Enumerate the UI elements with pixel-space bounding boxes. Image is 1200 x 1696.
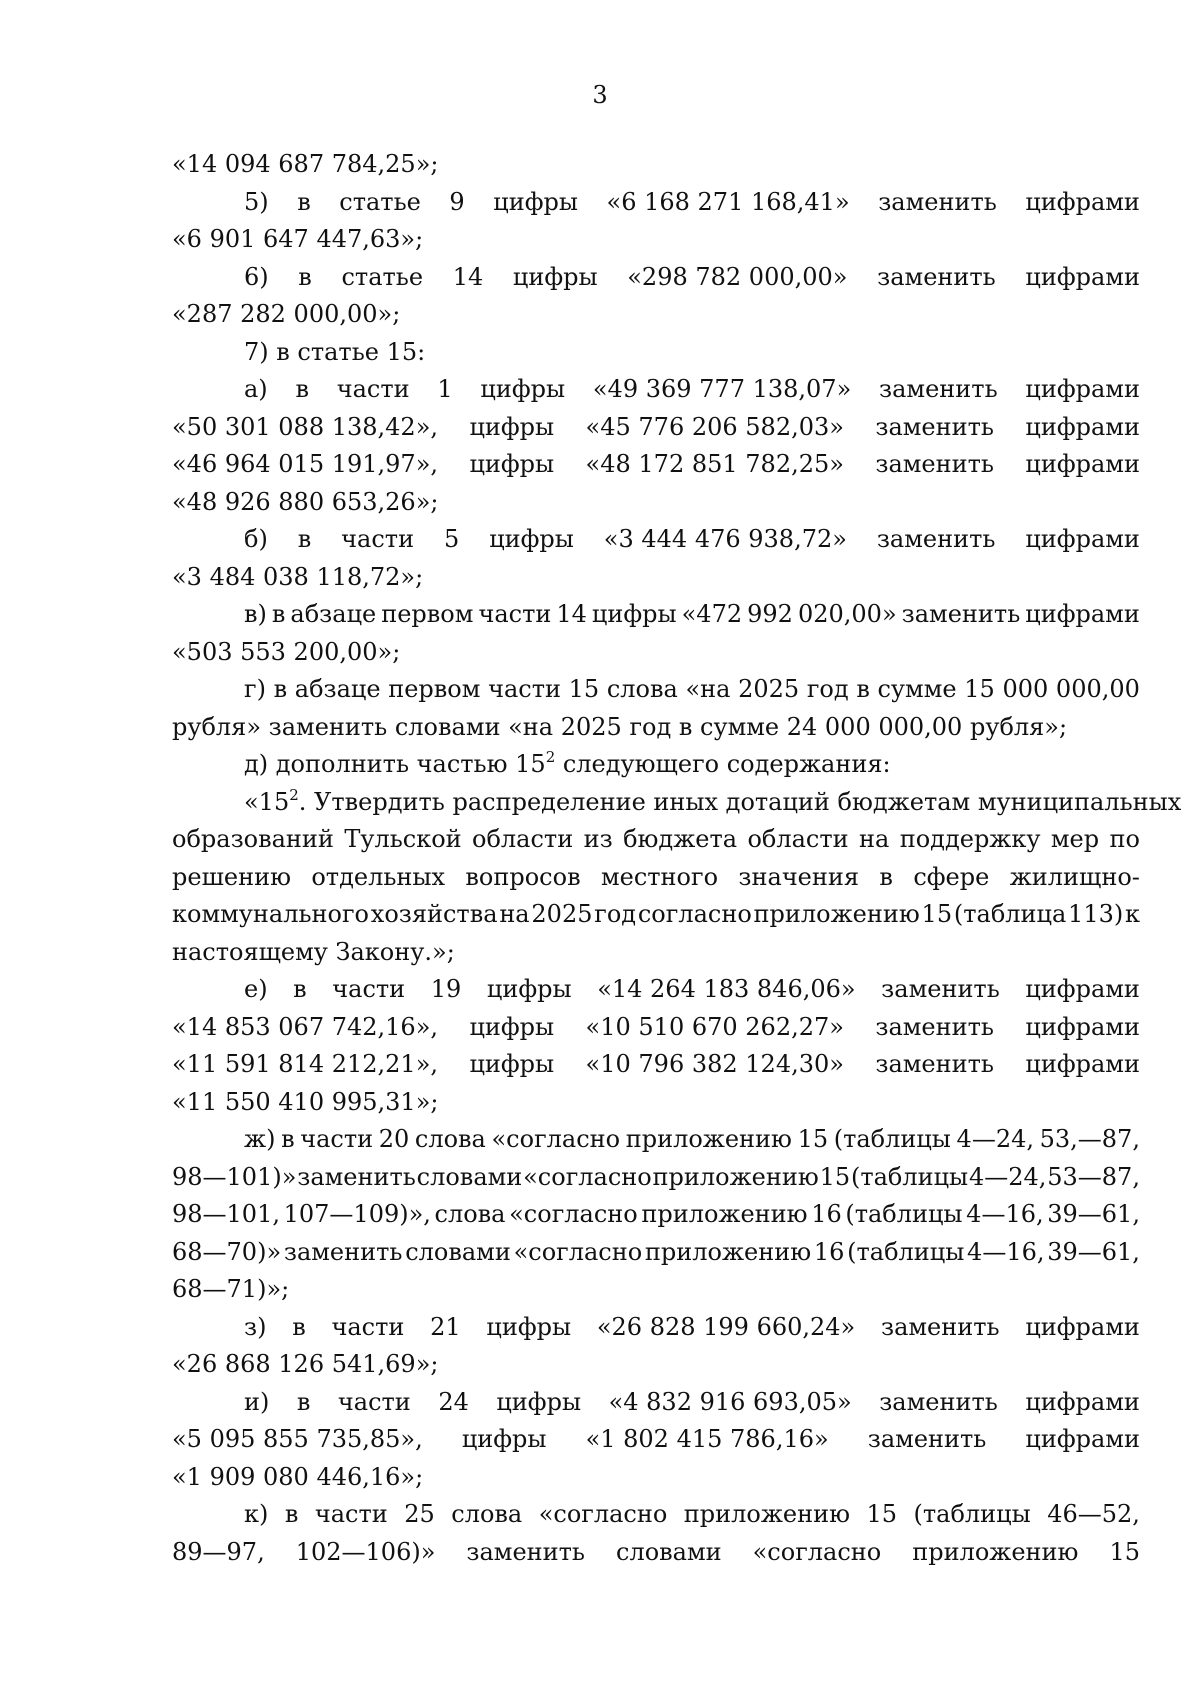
word: заменить [875, 412, 994, 441]
word: 102—106)» [295, 1537, 436, 1566]
page-number: 3 [592, 81, 608, 109]
text-line: «6 901 647 447,63»; [172, 225, 424, 253]
word: в [297, 525, 312, 553]
word: 24 [438, 1387, 469, 1416]
word: поддержку [899, 825, 1041, 853]
text-line: «3 484 038 118,72»; [172, 562, 424, 591]
word: словами [405, 1237, 511, 1266]
text-line [172, 1496, 1140, 1534]
word: е) [244, 975, 268, 1003]
word: 15 [797, 1125, 829, 1153]
word: 000,00 [1055, 675, 1140, 703]
word: «26 828 199 660,24» [596, 1312, 856, 1341]
word: приложению [625, 1125, 792, 1153]
word: слова [451, 1500, 523, 1528]
word: 5 [443, 525, 460, 553]
text-line: 7) в статье 15: [244, 337, 426, 366]
word: образований [172, 825, 334, 853]
text-line [172, 371, 1140, 409]
word: и) [244, 1387, 270, 1416]
word: 21 [430, 1312, 461, 1341]
word: Тульской [344, 825, 462, 853]
text-line [172, 1159, 1140, 1197]
word: 14 [556, 600, 587, 628]
word: цифрами [1025, 1425, 1140, 1453]
word: 98—101)» [172, 1162, 297, 1191]
word: «45 776 206 582,03» [585, 412, 844, 441]
word: цифры [469, 412, 555, 441]
text-line [172, 1421, 1140, 1459]
word: в [273, 675, 288, 703]
word: 020,00» [797, 600, 897, 628]
superscript: 2 [545, 748, 556, 766]
word: 25 [404, 1500, 435, 1528]
word: 6) [244, 262, 269, 291]
word: 113) [1068, 900, 1124, 928]
text-line [172, 1384, 1140, 1422]
word: «472 [681, 600, 743, 628]
word: «50 301 088 138,42», [172, 412, 439, 441]
word: 15 [1109, 1537, 1140, 1566]
text-line [172, 184, 1140, 222]
word: 16 [811, 1200, 842, 1228]
text-segment: . Утвердить распределение иных дотаций бюджетам муниципальных [298, 787, 1182, 816]
text-line: 68—71)»; [172, 1275, 290, 1303]
text-line [172, 259, 1140, 297]
word: части [300, 1125, 374, 1153]
word: 4—24, [968, 1162, 1047, 1191]
word: в [281, 1125, 295, 1153]
word: статье [341, 262, 424, 291]
word: хозяйства [370, 900, 498, 928]
word: статье [339, 187, 421, 216]
word: словами [616, 1537, 722, 1566]
word: заменить [878, 187, 997, 216]
word: приложению [753, 900, 920, 928]
word: заменить [881, 975, 1000, 1003]
word: цифрами [1025, 450, 1140, 478]
text-line [172, 859, 1140, 897]
text-line [172, 821, 1140, 859]
text-line [172, 1534, 1140, 1572]
document-body [172, 146, 1182, 1571]
word: отдельных [311, 862, 446, 891]
word: слова [434, 1200, 506, 1228]
word: «10 796 382 124,30» [585, 1050, 844, 1078]
text-line [172, 1121, 1140, 1159]
text-line: «14 094 687 784,25»; [172, 150, 439, 178]
text-line [172, 409, 1140, 447]
word: заменить [466, 1537, 585, 1566]
text-line [172, 1309, 1140, 1347]
text-line [172, 746, 1140, 784]
word: в [271, 600, 286, 628]
word: цифры [591, 600, 677, 628]
word: з) [244, 1312, 267, 1341]
word: заменить [297, 1162, 416, 1191]
text-line [172, 784, 1182, 822]
word: в [879, 862, 893, 891]
word: 20 [378, 1125, 410, 1153]
text-line: «287 282 000,00»; [172, 300, 401, 328]
word: цифрами [1025, 1012, 1140, 1041]
word: цифрами [1025, 1387, 1140, 1416]
word: цифрами [1025, 262, 1140, 291]
word: к [1125, 900, 1140, 928]
word: слова [606, 675, 678, 703]
word: 39—61, [1047, 1237, 1140, 1266]
word: «согласно [523, 1162, 652, 1191]
text-line [172, 521, 1140, 559]
word: «на [685, 675, 731, 703]
word: заменить [875, 450, 994, 478]
word: «согласно [752, 1537, 882, 1566]
word: в [298, 262, 312, 291]
word: «14 853 067 742,16», [172, 1012, 439, 1041]
text-line: настоящему Закону.»; [172, 937, 455, 966]
word: заменить [283, 1237, 403, 1266]
word: значения [738, 862, 860, 891]
word: «14 264 183 846,06» [597, 975, 856, 1003]
text-line [172, 971, 1140, 1009]
word: цифрами [1025, 375, 1140, 403]
text-line: «48 926 880 653,26»; [172, 487, 439, 516]
word: заменить [877, 262, 996, 291]
word: в [856, 675, 870, 703]
word: 107—109)», [283, 1200, 431, 1228]
text-line [172, 1009, 1140, 1047]
word: в [295, 375, 309, 403]
word: цифры [493, 187, 578, 216]
word: год [806, 675, 849, 703]
word: 15 [568, 675, 600, 703]
word: 98—101, [172, 1200, 280, 1228]
word: цифрами [1025, 1312, 1140, 1341]
word: жилищно- [1009, 862, 1140, 891]
word: цифрами [1025, 600, 1140, 628]
word: г) [244, 675, 266, 703]
word: сумме [877, 675, 957, 703]
text-line [172, 1196, 1140, 1234]
word: цифры [489, 525, 574, 553]
word: год [594, 900, 637, 928]
word: цифры [496, 1387, 582, 1416]
word: «5 095 855 735,85», [172, 1425, 423, 1453]
word: «1 802 415 786,16» [585, 1425, 829, 1453]
text-segment: д) дополнить частью 15 [244, 750, 546, 778]
word: абзаце [294, 675, 381, 703]
word: 9 [449, 187, 465, 216]
word: 15 [921, 900, 953, 928]
word: из [583, 825, 613, 853]
word: сфере [913, 862, 990, 891]
text-line [172, 596, 1140, 634]
word: цифры [469, 1050, 555, 1078]
word: в [297, 187, 311, 216]
word: (таблицы [845, 1200, 963, 1228]
word: в [292, 1312, 306, 1341]
word: 19 [430, 975, 462, 1003]
word: заменить [876, 525, 996, 553]
word: 39—61, [1047, 1200, 1140, 1228]
word: части [337, 1387, 411, 1416]
word: цифры [461, 1425, 547, 1453]
word: приложению [652, 1162, 819, 1191]
word: заменить [867, 1425, 987, 1453]
word: в [293, 975, 307, 1003]
word: цифрами [1025, 187, 1140, 216]
word: б) [244, 525, 268, 553]
text-line [172, 1046, 1140, 1084]
word: 1 [437, 375, 453, 403]
word: «298 782 000,00» [627, 262, 848, 291]
word: области [747, 825, 849, 853]
word: заменить [875, 1012, 994, 1041]
superscript: 2 [289, 785, 299, 804]
word: цифрами [1025, 1050, 1140, 1078]
word: приложению [641, 1200, 808, 1228]
text-line: «503 553 200,00»; [172, 637, 401, 666]
word: цифры [486, 1312, 572, 1341]
text-line: «11 550 410 995,31»; [172, 1087, 439, 1116]
word: 4—16, [967, 1237, 1045, 1266]
word: 68—70)» [172, 1237, 282, 1266]
text-line [172, 896, 1140, 934]
word: заменить [875, 1050, 994, 1078]
word: ж) [244, 1125, 276, 1153]
word: «10 510 670 262,27» [585, 1012, 844, 1041]
word: цифры [469, 1012, 555, 1041]
word: приложению [644, 1237, 812, 1266]
word: бюджета [623, 825, 738, 853]
word: 46—52, [1047, 1500, 1140, 1528]
word: (таблица [953, 900, 1067, 928]
word: цифрами [1025, 975, 1140, 1003]
text-segment: следующего содержания: [555, 750, 891, 778]
word: 992 [747, 600, 793, 628]
word: 53,—87, [1039, 1125, 1140, 1153]
word: приложению [683, 1500, 851, 1528]
word: «11 591 814 212,21», [172, 1050, 439, 1078]
word: в [296, 1387, 311, 1416]
word: «согласно [513, 1237, 643, 1266]
word: 16 [813, 1237, 845, 1266]
word: (таблицы [850, 1162, 969, 1191]
word: слова [414, 1125, 486, 1153]
word: части [331, 1312, 405, 1341]
word: 15 [964, 675, 995, 703]
word: 4—16, [966, 1200, 1044, 1228]
word: абзаце [290, 600, 377, 628]
word: цифрами [1025, 525, 1140, 553]
word: цифрами [1025, 412, 1140, 441]
word: вопросов [465, 862, 581, 891]
word: заменить [879, 1387, 998, 1416]
word: «4 832 916 693,05» [608, 1387, 852, 1416]
word: заменить [879, 375, 998, 403]
word: «3 444 476 938,72» [603, 525, 847, 553]
text-line [172, 446, 1140, 484]
word: к) [244, 1500, 269, 1528]
word: части [314, 1500, 388, 1528]
word: цифры [486, 975, 572, 1003]
word: а) [244, 375, 268, 403]
text-line: «1 909 080 446,16»; [172, 1462, 424, 1491]
text-line: «26 868 126 541,69»; [172, 1350, 439, 1378]
word: 2025 [738, 675, 800, 703]
word: 14 [452, 262, 484, 291]
word: 15 [866, 1500, 898, 1528]
word: части [336, 375, 410, 403]
word: «46 964 015 191,97», [172, 450, 439, 478]
word: на [499, 900, 530, 928]
word: 53—87, [1047, 1162, 1140, 1191]
word: 15 [819, 1162, 851, 1191]
word: «согласно [491, 1125, 621, 1153]
word: на [859, 825, 890, 853]
word: 000 [1002, 675, 1049, 703]
word: 89—97, [172, 1537, 265, 1566]
word: в [284, 1500, 299, 1528]
word: цифры [480, 375, 566, 403]
word: первом [381, 600, 474, 628]
text-segment: «15 [244, 787, 290, 816]
word: (таблицы [913, 1500, 1031, 1528]
word: цифры [469, 450, 555, 478]
word: «48 172 851 782,25» [585, 450, 844, 478]
word: словами [416, 1162, 523, 1191]
text-line [172, 1234, 1140, 1272]
word: 2025 [531, 900, 593, 928]
word: согласно [637, 900, 752, 928]
word: заменить [901, 600, 1021, 628]
word: части [332, 975, 406, 1003]
word: коммунального [172, 900, 369, 928]
word: «согласно [538, 1500, 668, 1528]
word: местного [600, 862, 719, 891]
word: приложению [912, 1537, 1079, 1566]
word: части [478, 600, 552, 628]
word: части [488, 675, 561, 703]
word: цифры [512, 262, 598, 291]
word: мер [1050, 825, 1100, 853]
word: первом [388, 675, 481, 703]
word: «6 168 271 168,41» [606, 187, 850, 216]
text-line: рубля» заменить словами «на 2025 год в сумме 24 000 000,00 рубля»; [172, 712, 1068, 741]
word: 5) [244, 187, 269, 216]
word: (таблицы [847, 1237, 965, 1266]
word: по [1109, 825, 1140, 853]
word: в) [244, 600, 267, 628]
word: (таблицы [833, 1125, 951, 1153]
word: решению [172, 862, 291, 891]
word: части [341, 525, 415, 553]
word: области [472, 825, 574, 853]
word: 4—24, [956, 1125, 1034, 1153]
word: заменить [880, 1312, 1000, 1341]
word: «согласно [509, 1200, 638, 1228]
text-line [172, 671, 1140, 709]
word: «49 369 777 138,07» [592, 375, 852, 403]
